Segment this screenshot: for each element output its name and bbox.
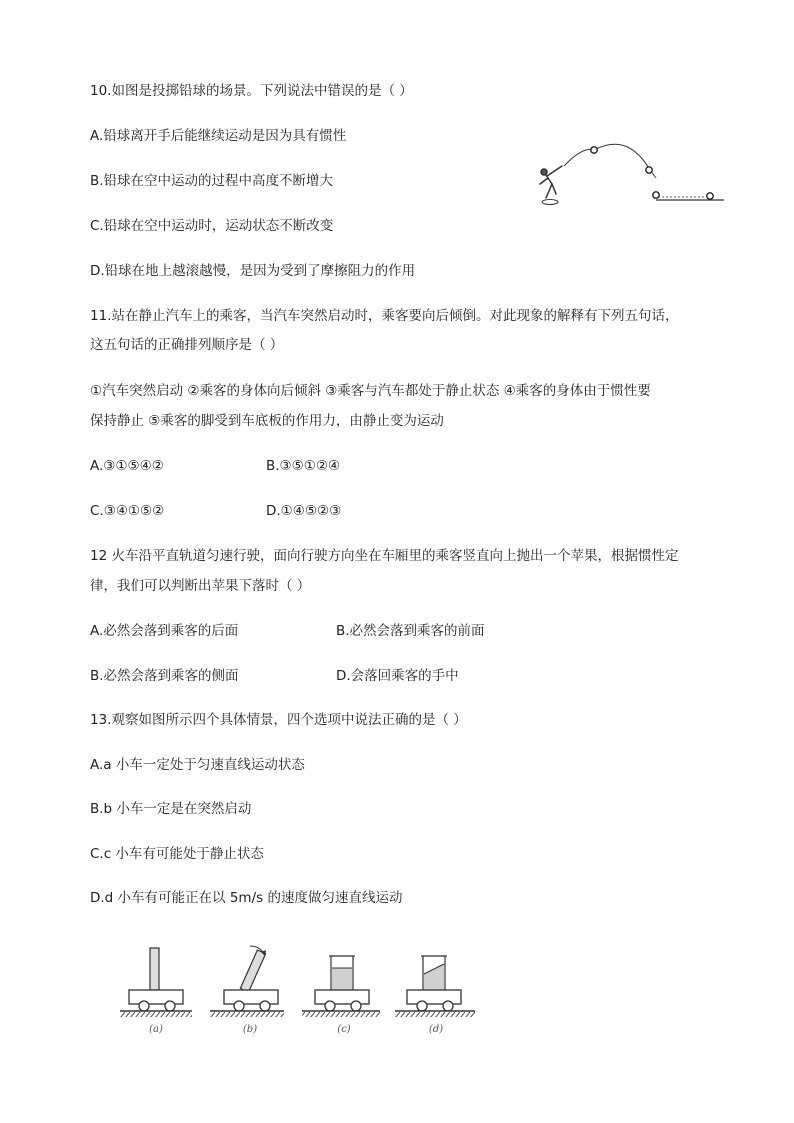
cart-a bbox=[120, 948, 192, 1035]
q10-option-c: C.铅球在空中运动时，运动状态不断改变 bbox=[90, 218, 334, 234]
trajectory-curve bbox=[564, 144, 656, 178]
q10-option-b: B.铅球在空中运动的过程中高度不断增大 bbox=[90, 173, 334, 189]
cart-b bbox=[210, 946, 284, 1035]
cart-c bbox=[302, 956, 380, 1035]
q12-option-c: B.必然会落到乘客的侧面 bbox=[90, 668, 239, 684]
q11-option-b: B.③⑤①②④ bbox=[266, 458, 341, 474]
carts-figure bbox=[110, 940, 490, 1045]
shot-put-figure bbox=[528, 140, 728, 208]
shot-ball-icon bbox=[591, 147, 597, 153]
q10-option-d: D.铅球在地上越滚越慢，是因为受到了摩擦阻力的作用 bbox=[90, 263, 416, 279]
caption-a: (a) bbox=[149, 1024, 163, 1035]
q11-stem-line1: 11.站在静止汽车上的乘客，当汽车突然启动时，乘客要向后倾倒。对此现象的解释有下列五句话， bbox=[90, 308, 679, 324]
athlete-icon bbox=[540, 166, 562, 205]
caption-c: (c) bbox=[337, 1024, 351, 1035]
q11-option-d: D.①④⑤②③ bbox=[266, 503, 342, 519]
q13-option-c: C.c 小车有可能处于静止状态 bbox=[90, 846, 264, 862]
shot-ball-icon bbox=[707, 193, 713, 199]
q11-statements-line1: ①汽车突然启动 ②乘客的身体向后倾斜 ③乘客与汽车都处于静止状态 ④乘客的身体由于惯性要 bbox=[90, 383, 651, 399]
q11-stem-line2: 这五句话的正确排列顺序是（ ） bbox=[90, 337, 284, 353]
q13-option-a: A.a 小车一定处于匀速直线运动状态 bbox=[90, 757, 305, 773]
q12-option-b: B.必然会落到乘客的前面 bbox=[336, 623, 485, 639]
q12-option-d: D.会落回乘客的手中 bbox=[336, 668, 459, 684]
q10-stem: 10.如图是投掷铅球的场景。下列说法中错误的是（ ） bbox=[90, 83, 413, 99]
q10-option-a: A.铅球离开手后能继续运动是因为具有惯性 bbox=[90, 128, 347, 144]
q13-stem: 13.观察如图所示四个具体情景，四个选项中说法正确的是（ ） bbox=[90, 712, 467, 728]
shot-ball-icon bbox=[646, 167, 652, 173]
caption-d: (d) bbox=[428, 1024, 444, 1035]
q12-stem-line1: 12 火车沿平直轨道匀速行驶，面向行驶方向坐在车厢里的乘客竖直向上抛出一个苹果，根据惯性定 bbox=[90, 548, 679, 564]
cart-d bbox=[395, 956, 475, 1035]
q13-option-b: B.b 小车一定是在突然启动 bbox=[90, 801, 252, 817]
q13-option-d: D.d 小车有可能正在以 5m/s 的速度做匀速直线运动 bbox=[90, 890, 403, 906]
q11-option-c: C.③④①⑤② bbox=[90, 503, 165, 519]
caption-b: (b) bbox=[242, 1024, 258, 1035]
q12-stem-line2: 律，我们可以判断出苹果下落时（ ） bbox=[90, 578, 311, 594]
q11-option-a: A.③①⑤④② bbox=[90, 458, 164, 474]
q11-statements-line2: 保持静止 ⑤乘客的脚受到车底板的作用力，由静止变为运动 bbox=[90, 413, 444, 429]
q12-option-a: A.必然会落到乘客的后面 bbox=[90, 623, 239, 639]
